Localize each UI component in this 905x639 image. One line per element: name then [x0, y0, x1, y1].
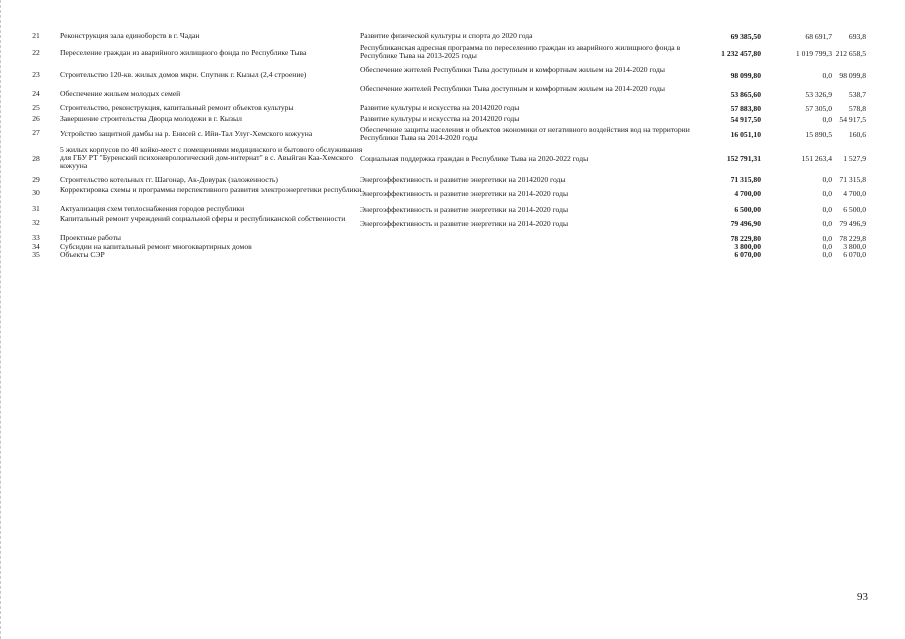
row-number: 33: [32, 233, 40, 242]
federal-value: 0,0: [822, 115, 832, 124]
program-name: Энергоэффективность и развитие энергетики на 2014-2020 годы: [360, 205, 569, 214]
regional-value: 79 496,9: [839, 219, 866, 228]
program-name: Развитие физической культуры и спорта до 2020 года: [360, 31, 533, 40]
row-number: 26: [32, 114, 40, 123]
total-value: 71 315,80: [730, 175, 761, 184]
object-name: Корректировка схемы и программы перспективного развития электроэнергетики республики: [60, 185, 362, 194]
program-name: Обеспечение жителей Республики Тыва доступным и комфортным жильем на 2014-2020 годы: [360, 65, 665, 74]
total-value: 6 070,00: [734, 250, 761, 259]
object-name: Проектные работы: [60, 233, 122, 242]
object-name: Объекты СЭР: [60, 250, 105, 259]
object-name: Переселение граждан из аварийного жилищного фонда по Республике Тыва: [60, 48, 307, 57]
object-name: Устройство защитной дамбы на р. Енисей с. Ийи-Тал Улуг-Хемского кожууна: [60, 129, 313, 138]
row-number: 22: [32, 48, 40, 57]
total-value: 98 099,80: [730, 71, 761, 80]
regional-value: 160,6: [848, 130, 866, 139]
regional-value: 3 800,0: [843, 242, 866, 251]
row-number: 32: [32, 218, 40, 227]
object-name: Актуализация схем теплоснабжения городов республики: [60, 204, 245, 213]
total-value: 53 865,60: [730, 90, 761, 99]
federal-value: 0,0: [822, 71, 832, 80]
federal-value: 0,0: [822, 205, 832, 214]
program-name: Энергоэффективность и развитие энергетики на 2014-2020 годы: [360, 189, 569, 198]
row-number: 27: [32, 128, 40, 137]
total-value: 54 917,50: [730, 115, 761, 124]
program-name: Энергоэффективность и развитие энергетики на 20142020 годы: [360, 175, 566, 184]
program-name: Обеспечение защиты населения и объектов экономики от негативного воздействия вод на территории Республики Тыва на 2014-2020 годы: [360, 125, 690, 142]
row-number: 30: [32, 188, 40, 197]
total-value: 79 496,90: [730, 219, 761, 228]
total-value: 4 700,00: [734, 189, 761, 198]
row-number: 24: [32, 89, 40, 98]
regional-value: 4 700,0: [843, 189, 866, 198]
federal-value: 0,0: [822, 189, 832, 198]
object-name: Капитальный ремонт учреждений социальной сферы и республиканской собственности: [60, 214, 346, 223]
federal-value: 1 019 799,3: [795, 49, 832, 58]
program-name: Обеспечение жителей Республики Тыва доступным и комфортным жильем на 2014-2020 годы: [360, 84, 665, 93]
regional-value: 538,7: [848, 90, 866, 99]
program-name: Развитие культуры и искусства на 20142020 годы: [360, 114, 520, 123]
program-name: Республиканская адресная программа по переселению граждан из аварийного жилищного фонда в Республике Тыва на 2013-2025 годы: [360, 43, 681, 60]
federal-value: 0,0: [822, 250, 832, 259]
row-number: 28: [32, 154, 40, 163]
total-value: 3 800,00: [734, 242, 761, 251]
federal-value: 68 691,7: [805, 32, 832, 41]
regional-value: 98 099,8: [839, 71, 866, 80]
total-value: 6 500,00: [734, 205, 761, 214]
federal-value: 53 326,9: [805, 90, 832, 99]
object-name: Обеспечение жильем молодых семей: [60, 89, 181, 98]
regional-value: 6 070,0: [843, 250, 866, 259]
total-value: 78 229,80: [730, 234, 761, 243]
regional-value: 212 658,5: [835, 49, 866, 58]
federal-value: 0,0: [822, 219, 832, 228]
row-number: 25: [32, 103, 40, 112]
row-number: 34: [32, 242, 40, 251]
federal-value: 0,0: [822, 175, 832, 184]
object-name: Реконструкция зала единоборств в г. Чадан: [60, 31, 200, 40]
federal-value: 0,0: [822, 234, 832, 243]
object-name: Строительство 120-кв. жилых домов мкрн. Спутник г. Кызыл (2,4 строение): [60, 70, 307, 79]
program-name: Социальная поддержка граждан в Республике Тыва на 2020-2022 годы: [360, 154, 589, 163]
total-value: 1 232 457,80: [721, 49, 761, 58]
row-number: 35: [32, 250, 40, 259]
regional-value: 6 500,0: [843, 205, 866, 214]
federal-value: 15 890,5: [805, 130, 832, 139]
object-name: 5 жилых корпусов по 40 койко-мест с помещениями медицинского и бытового обслуживания для ГБУ РТ "Буренский психоневрологический дом-интернат" в с. Авыйган Каа-Хемского кожууна: [60, 145, 363, 170]
object-name: Строительство котельных гг. Шагонар, Ак-Довурак (заложенность): [60, 175, 278, 184]
federal-value: 151 263,4: [801, 154, 832, 163]
federal-value: 57 305,0: [805, 104, 832, 113]
object-name: Завершение строительства Дворца молодежи в г. Кызыл: [60, 114, 242, 123]
page-number: 93: [857, 591, 868, 603]
regional-value: 578,8: [848, 104, 866, 113]
regional-value: 54 917,5: [839, 115, 866, 124]
object-name: Субсидии на капитальный ремонт многоквартирных домов: [60, 242, 252, 251]
program-name: Развитие культуры и искусства на 20142020 годы: [360, 103, 520, 112]
regional-value: 78 229,8: [839, 234, 866, 243]
row-number: 29: [32, 175, 40, 184]
total-value: 69 385,50: [730, 32, 761, 41]
object-name: Строительство, реконструкция, капитальный ремонт объектов культуры: [60, 103, 294, 112]
row-number: 21: [32, 31, 40, 40]
program-name: Энергоэффективность и развитие энергетики на 2014-2020 годы: [360, 219, 569, 228]
regional-value: 71 315,8: [839, 175, 866, 184]
row-number: 31: [32, 204, 40, 213]
row-number: 23: [32, 70, 40, 79]
regional-value: 1 527,9: [843, 154, 866, 163]
total-value: 57 883,80: [730, 104, 761, 113]
total-value: 152 791,31: [726, 154, 761, 163]
regional-value: 693,8: [848, 32, 866, 41]
total-value: 16 051,10: [730, 130, 761, 139]
federal-value: 0,0: [822, 242, 832, 251]
scan-left-edge: [0, 0, 4, 639]
